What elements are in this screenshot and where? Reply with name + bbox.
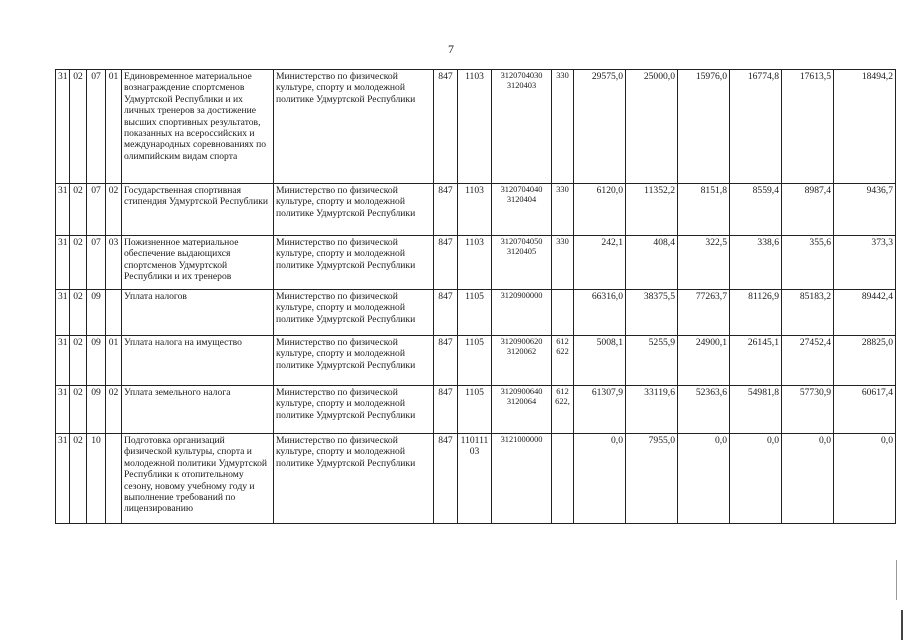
value-5-cell: 355,6 [782, 236, 834, 290]
table-row [56, 386, 896, 434]
expense-type-cell [552, 434, 574, 524]
target-article-cell: 3120900620 3120062 [492, 336, 552, 386]
grbs-code-cell: 847 [434, 236, 458, 290]
event-name-cell: Уплата налога на имущество [122, 336, 274, 386]
code-m-cell: 02 [106, 184, 122, 236]
code-pp-cell: 02 [70, 336, 87, 386]
target-article-cell: 3120704040 3120404 [492, 184, 552, 236]
target-article-cell: 3121000000 [492, 434, 552, 524]
page-number: 7 [448, 42, 454, 56]
event-name-cell: Уплата налогов [122, 290, 274, 336]
value-5-cell: 8987,4 [782, 184, 834, 236]
value-6-cell: 28825,0 [834, 336, 896, 386]
code-om-cell: 09 [87, 290, 106, 336]
value-5-cell: 57730,9 [782, 386, 834, 434]
code-om-cell: 07 [87, 236, 106, 290]
code-m-cell: 03 [106, 236, 122, 290]
value-2-cell: 25000,0 [626, 70, 678, 184]
code-gp-cell: 31 [56, 434, 70, 524]
code-pp-cell: 02 [70, 184, 87, 236]
table-row [56, 434, 896, 524]
code-m-cell: 02 [106, 386, 122, 434]
value-1-cell: 61307,9 [574, 386, 626, 434]
value-2-cell: 5255,9 [626, 336, 678, 386]
table-body [56, 70, 896, 524]
code-m-cell: 01 [106, 336, 122, 386]
section-code-cell: 1105 [458, 386, 492, 434]
event-name-cell: Государственная спортивная стипендия Удмуртской Республики [122, 184, 274, 236]
value-1-cell: 66316,0 [574, 290, 626, 336]
code-om-cell: 07 [87, 184, 106, 236]
section-code-cell: 1103 [458, 236, 492, 290]
grbs-code-cell: 847 [434, 290, 458, 336]
ministry-name-cell: Министерство по физической культуре, спорту и молодежной политике Удмуртской Республики [274, 336, 434, 386]
section-code-cell: 1105 [458, 336, 492, 386]
event-name-cell: Единовременное материальное вознаграждение спортсменов Удмуртской Республики и их личных тренеров за достижение высших спортивных результатов, показанных на всероссийских и международных соревнованиях по олимпийским видам спорта [122, 70, 274, 184]
target-article-cell: 3120704030 3120403 [492, 70, 552, 184]
value-1-cell: 242,1 [574, 236, 626, 290]
value-3-cell: 322,5 [678, 236, 730, 290]
table-row [56, 290, 896, 336]
expense-type-cell: 330 [552, 236, 574, 290]
value-2-cell: 33119,6 [626, 386, 678, 434]
value-1-cell: 5008,1 [574, 336, 626, 386]
ministry-name-cell: Министерство по физической культуре, спорту и молодежной политике Удмуртской Республики [274, 386, 434, 434]
value-1-cell: 29575,0 [574, 70, 626, 184]
value-3-cell: 24900,1 [678, 336, 730, 386]
code-gp-cell: 31 [56, 290, 70, 336]
grbs-code-cell: 847 [434, 70, 458, 184]
table-row [56, 236, 896, 290]
grbs-code-cell: 847 [434, 386, 458, 434]
section-code-cell: 1103 [458, 184, 492, 236]
code-gp-cell: 31 [56, 236, 70, 290]
target-article-cell: 3120704050 3120405 [492, 236, 552, 290]
code-pp-cell: 02 [70, 386, 87, 434]
code-om-cell: 09 [87, 386, 106, 434]
expense-type-cell: 612 622, [552, 386, 574, 434]
section-code-cell: 1103 [458, 70, 492, 184]
value-3-cell: 52363,6 [678, 386, 730, 434]
value-4-cell: 16774,8 [730, 70, 782, 184]
value-4-cell: 54981,8 [730, 386, 782, 434]
value-5-cell: 27452,4 [782, 336, 834, 386]
value-6-cell: 0,0 [834, 434, 896, 524]
value-2-cell: 11352,2 [626, 184, 678, 236]
value-6-cell: 9436,7 [834, 184, 896, 236]
code-pp-cell: 02 [70, 290, 87, 336]
section-code-cell: 110111 03 [458, 434, 492, 524]
ministry-name-cell: Министерство по физической культуре, спорту и молодежной политике Удмуртской Республики [274, 434, 434, 524]
grbs-code-cell: 847 [434, 434, 458, 524]
value-5-cell: 17613,5 [782, 70, 834, 184]
value-4-cell: 26145,1 [730, 336, 782, 386]
ministry-name-cell: Министерство по физической культуре, спорту и молодежной политике Удмуртской Республики [274, 184, 434, 236]
expense-type-cell: 330 [552, 70, 574, 184]
value-3-cell: 8151,8 [678, 184, 730, 236]
target-article-cell: 3120900000 [492, 290, 552, 336]
value-6-cell: 89442,4 [834, 290, 896, 336]
code-om-cell: 09 [87, 336, 106, 386]
value-5-cell: 85183,2 [782, 290, 834, 336]
code-m-cell [106, 434, 122, 524]
code-pp-cell: 02 [70, 236, 87, 290]
expense-type-cell [552, 290, 574, 336]
value-4-cell: 0,0 [730, 434, 782, 524]
table-row [56, 70, 896, 184]
value-4-cell: 338,6 [730, 236, 782, 290]
event-name-cell: Уплата земельного налога [122, 386, 274, 434]
scan-edge-mark [896, 560, 897, 600]
code-gp-cell: 31 [56, 70, 70, 184]
expense-type-cell: 330 [552, 184, 574, 236]
code-gp-cell: 31 [56, 184, 70, 236]
table-row [56, 184, 896, 236]
value-4-cell: 81126,9 [730, 290, 782, 336]
value-5-cell: 0,0 [782, 434, 834, 524]
value-3-cell: 15976,0 [678, 70, 730, 184]
event-name-cell: Подготовка организаций физической культуры, спорта и молодежной политики Удмуртской Республики к отопительному сезону, новому учебному году и выполнение требований по лицензированию [122, 434, 274, 524]
expense-type-cell: 612 622 [552, 336, 574, 386]
target-article-cell: 3120900640 3120064 [492, 386, 552, 434]
value-2-cell: 38375,5 [626, 290, 678, 336]
value-4-cell: 8559,4 [730, 184, 782, 236]
ministry-name-cell: Министерство по физической культуре, спорту и молодежной политике Удмуртской Республики [274, 70, 434, 184]
code-m-cell [106, 290, 122, 336]
value-6-cell: 60617,4 [834, 386, 896, 434]
value-3-cell: 0,0 [678, 434, 730, 524]
grbs-code-cell: 847 [434, 336, 458, 386]
event-name-cell: Пожизненное материальное обеспечение выдающихся спортсменов Удмуртской Республики и их тренеров [122, 236, 274, 290]
code-gp-cell: 31 [56, 336, 70, 386]
value-2-cell: 7955,0 [626, 434, 678, 524]
value-3-cell: 77263,7 [678, 290, 730, 336]
value-2-cell: 408,4 [626, 236, 678, 290]
value-6-cell: 18494,2 [834, 70, 896, 184]
code-om-cell: 10 [87, 434, 106, 524]
ministry-name-cell: Министерство по физической культуре, спорту и молодежной политике Удмуртской Республики [274, 290, 434, 336]
section-code-cell: 1105 [458, 290, 492, 336]
code-pp-cell: 02 [70, 70, 87, 184]
ministry-name-cell: Министерство по физической культуре, спорту и молодежной политике Удмуртской Республики [274, 236, 434, 290]
value-6-cell: 373,3 [834, 236, 896, 290]
code-m-cell: 01 [106, 70, 122, 184]
budget-table [55, 69, 896, 524]
code-om-cell: 07 [87, 70, 106, 184]
table-row [56, 336, 896, 386]
scan-edge-mark [901, 610, 903, 640]
value-1-cell: 6120,0 [574, 184, 626, 236]
grbs-code-cell: 847 [434, 184, 458, 236]
code-gp-cell: 31 [56, 386, 70, 434]
value-1-cell: 0,0 [574, 434, 626, 524]
code-pp-cell: 02 [70, 434, 87, 524]
